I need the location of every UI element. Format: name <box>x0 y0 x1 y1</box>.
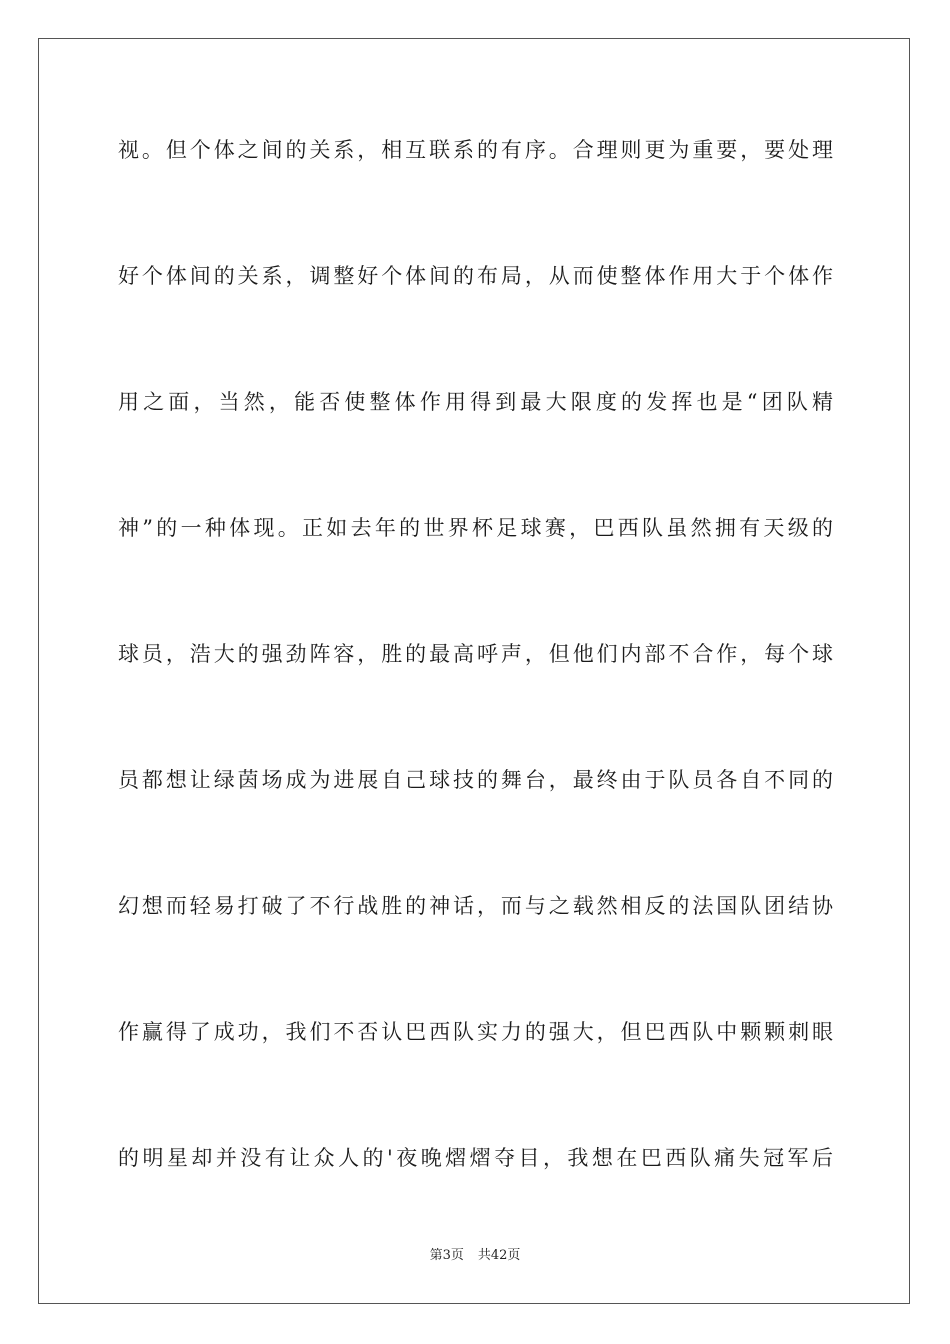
text-line-3: 用之面，当然，能否使整体作用得到最大限度的发挥也是“团队精 <box>118 390 833 414</box>
text-line-8: 作赢得了成功，我们不否认巴西队实力的强大，但巴西队中颗颗刺眼 <box>118 1020 833 1044</box>
body-text <box>118 126 833 1260</box>
page-footer <box>0 1246 950 1266</box>
text-line-2: 好个体间的关系，调整好个体间的布局，从而使整体作用大于个体作 <box>118 264 833 288</box>
text-line-1: 视。但个体之间的关系，相互联系的有序。合理则更为重要，要处理 <box>118 138 833 162</box>
text-line-4: 神”的一种体现。正如去年的世界杯足球赛，巴西队虽然拥有天级的 <box>118 516 833 540</box>
text-line-5: 球员，浩大的强劲阵容，胜的最高呼声，但他们内部不合作，每个球 <box>118 642 833 666</box>
page-total: 共42页 <box>477 1248 521 1263</box>
text-line-7: 幻想而轻易打破了不行战胜的神话，而与之载然相反的法国队团结协 <box>118 894 833 918</box>
text-line-9: 的明星却并没有让众人的'夜晚熠熠夺目，我想在巴西队痛失冠军后 <box>118 1146 833 1170</box>
page-number: 第3页 <box>429 1248 464 1263</box>
text-line-6: 员都想让绿茵场成为进展自己球技的舞台，最终由于队员各自不同的 <box>118 768 833 792</box>
